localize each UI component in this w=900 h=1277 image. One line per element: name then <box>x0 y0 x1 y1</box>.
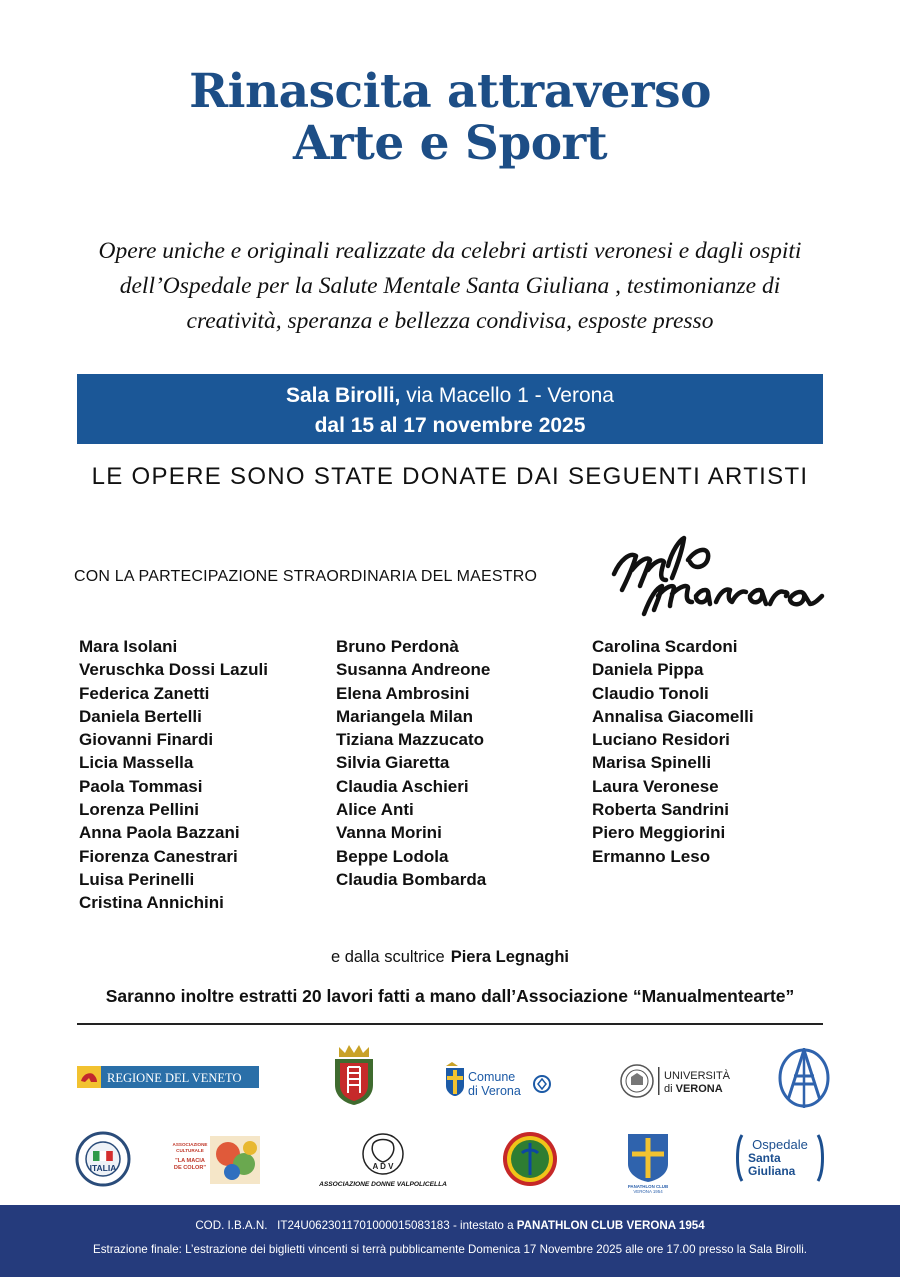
artist-name: Beppe Lodola <box>336 846 449 866</box>
artist-name: Claudio Tonoli <box>592 683 709 703</box>
artist-name: Ermanno Leso <box>592 846 711 866</box>
la-macia-de-color-logo <box>170 1134 262 1186</box>
iban-line <box>0 1219 900 1232</box>
svg-text:Comune: Comune <box>468 1070 516 1084</box>
universita-verona-logo <box>620 1063 732 1099</box>
artist-name: Annalisa Giacomelli <box>592 706 754 726</box>
artist-name: Claudia Bombarda <box>336 869 487 889</box>
intro-text <box>60 234 840 339</box>
venue-address: via Macello 1 - Verona <box>400 384 614 407</box>
artist-name: Giovanni Finardi <box>79 730 214 750</box>
artist-name: Marisa Spinelli <box>592 753 712 773</box>
artist-name: Susanna Andreone <box>336 660 491 680</box>
painting-icon <box>210 1136 260 1184</box>
svg-text:VERONA 1954: VERONA 1954 <box>633 1189 663 1194</box>
artist-name: Elena Ambrosini <box>336 683 470 703</box>
venue-dates <box>77 411 823 441</box>
artist-name: Mara Isolani <box>79 637 178 656</box>
association-badge-icon <box>75 1131 131 1187</box>
sculptor-name: Piera Legnaghi <box>450 948 569 966</box>
artist-name: Daniela Bertelli <box>79 706 202 726</box>
iban-value: IT24U0623011701000015083183 <box>277 1219 450 1232</box>
svg-text:Giuliana: Giuliana <box>748 1164 796 1178</box>
donated-heading: LE OPERE SONO STATE DONATE DAI SEGUENTI ARTISTI <box>91 463 809 490</box>
holder-name: PANATHLON CLUB VERONA 1954 <box>516 1219 705 1232</box>
svg-text:UNIVERSITÀ: UNIVERSITÀ <box>664 1070 731 1082</box>
artist-name: Luisa Perinelli <box>79 869 195 889</box>
intro-line-1: Opere uniche e originali realizzate da celebri artisti veronesi e dagli ospiti <box>98 238 802 264</box>
participation-text: CON LA PARTECIPAZIONE STRAORDINARIA DEL MAESTRO <box>74 568 538 585</box>
artist-name: Bruno Perdonà <box>336 637 459 656</box>
artist-name: Cristina Annichini <box>79 893 224 913</box>
artist-name: Alice Anti <box>336 800 414 820</box>
comune-verona-logo <box>444 1060 554 1098</box>
ospedale-santa-giuliana-logo <box>734 1131 826 1185</box>
artist-name: Laura Veronese <box>592 776 719 796</box>
svg-text:ASSOCIAZIONE DONNE VALPOLICELL: ASSOCIAZIONE DONNE VALPOLICELLA <box>319 1181 447 1188</box>
artist-name: Silvia Giaretta <box>336 753 450 773</box>
artist-name: Piero Meggiorini <box>592 823 726 843</box>
artists-column-2 <box>336 635 490 891</box>
svg-text:PANATHLON CLUB: PANATHLON CLUB <box>627 1184 669 1189</box>
title-line-1: Rinascita attraverso <box>189 64 711 119</box>
draw-note: Estrazione finale: L’estrazione dei biglietti vincenti si terrà pubblicamente Domenica 17 Novembre 2025 alle ore 17.00 presso la Sala Birolli. <box>92 1243 808 1256</box>
artist-name: Tiziana Mazzucato <box>336 730 484 750</box>
svg-text:ITALIA: ITALIA <box>89 1163 117 1173</box>
artist-name: Federica Zanetti <box>79 683 210 703</box>
torch-emblem-icon <box>502 1131 558 1187</box>
venue-dates-text: dal 15 al 17 novembre 2025 <box>314 414 586 437</box>
artist-name: Lorenza Pellini <box>79 800 199 820</box>
svg-text:DE COLOR": DE COLOR" <box>173 1165 207 1171</box>
artist-name: Anna Paola Bazzani <box>79 823 240 843</box>
iban-label: COD. I.B.A.N. <box>195 1219 268 1232</box>
artist-name: Luciano Residori <box>592 730 730 750</box>
svg-text:Ospedale: Ospedale <box>752 1137 808 1152</box>
artist-name: Veruschka Dossi Lazuli <box>79 660 268 680</box>
coat-of-arms-icon <box>331 1043 377 1107</box>
donne-valpolicella-logo <box>316 1132 450 1188</box>
maestro-signature <box>610 530 825 620</box>
intro-line-3: creatività, speranza e bellezza condivisa, esposte presso <box>186 308 714 334</box>
venue-line <box>77 381 823 411</box>
regione-veneto-logo <box>77 1066 259 1088</box>
sculptor-line <box>0 948 900 967</box>
artists-column-1 <box>79 635 268 915</box>
intro-line-2: dell’Ospedale per la Salute Mentale Santa Giuliana , testimonianze di <box>119 273 781 299</box>
artist-name: Roberta Sandrini <box>592 800 729 820</box>
regione-label: REGIONE DEL VENETO <box>107 1071 242 1085</box>
svg-text:Santa: Santa <box>748 1151 781 1165</box>
artist-name: Licia Massella <box>79 753 194 773</box>
artist-name: Claudia Aschieri <box>336 776 469 796</box>
holder-prefix: - intestato a <box>452 1219 514 1232</box>
artist-name: Fiorenza Canestrari <box>79 846 238 866</box>
svg-text:CULTURALE: CULTURALE <box>176 1148 204 1153</box>
venue-name: Sala Birolli, <box>286 384 401 407</box>
title-line-2: Arte e Sport <box>292 116 608 171</box>
artists-column-3 <box>592 635 754 868</box>
svg-text:ASSOCIAZIONE: ASSOCIAZIONE <box>172 1142 208 1147</box>
sculptor-prefix: e dalla scultrice <box>330 948 445 966</box>
artist-name: Daniela Pippa <box>592 660 704 680</box>
artist-name: Paola Tommasi <box>79 776 203 796</box>
panathlon-emblem-icon <box>776 1044 832 1112</box>
poster-title <box>0 66 900 170</box>
artist-name: Mariangela Milan <box>336 706 473 726</box>
svg-text:"LA MACIA: "LA MACIA <box>175 1158 205 1164</box>
artist-name: Carolina Scardoni <box>592 637 738 656</box>
extra-note: Saranno inoltre estratti 20 lavori fatti a mano dall’Associazione “Manualmentearte” <box>105 986 795 1006</box>
svg-text:di VERONA: di VERONA <box>664 1083 723 1095</box>
footer-bar <box>0 1205 900 1277</box>
women-silhouette-icon <box>372 1140 394 1163</box>
svg-text:A D V: A D V <box>372 1162 394 1171</box>
divider <box>77 1023 823 1025</box>
panathlon-verona-logo <box>624 1130 672 1194</box>
venue-banner <box>77 374 823 444</box>
svg-text:di Verona: di Verona <box>468 1084 521 1098</box>
artist-name: Vanna Morini <box>336 823 442 843</box>
